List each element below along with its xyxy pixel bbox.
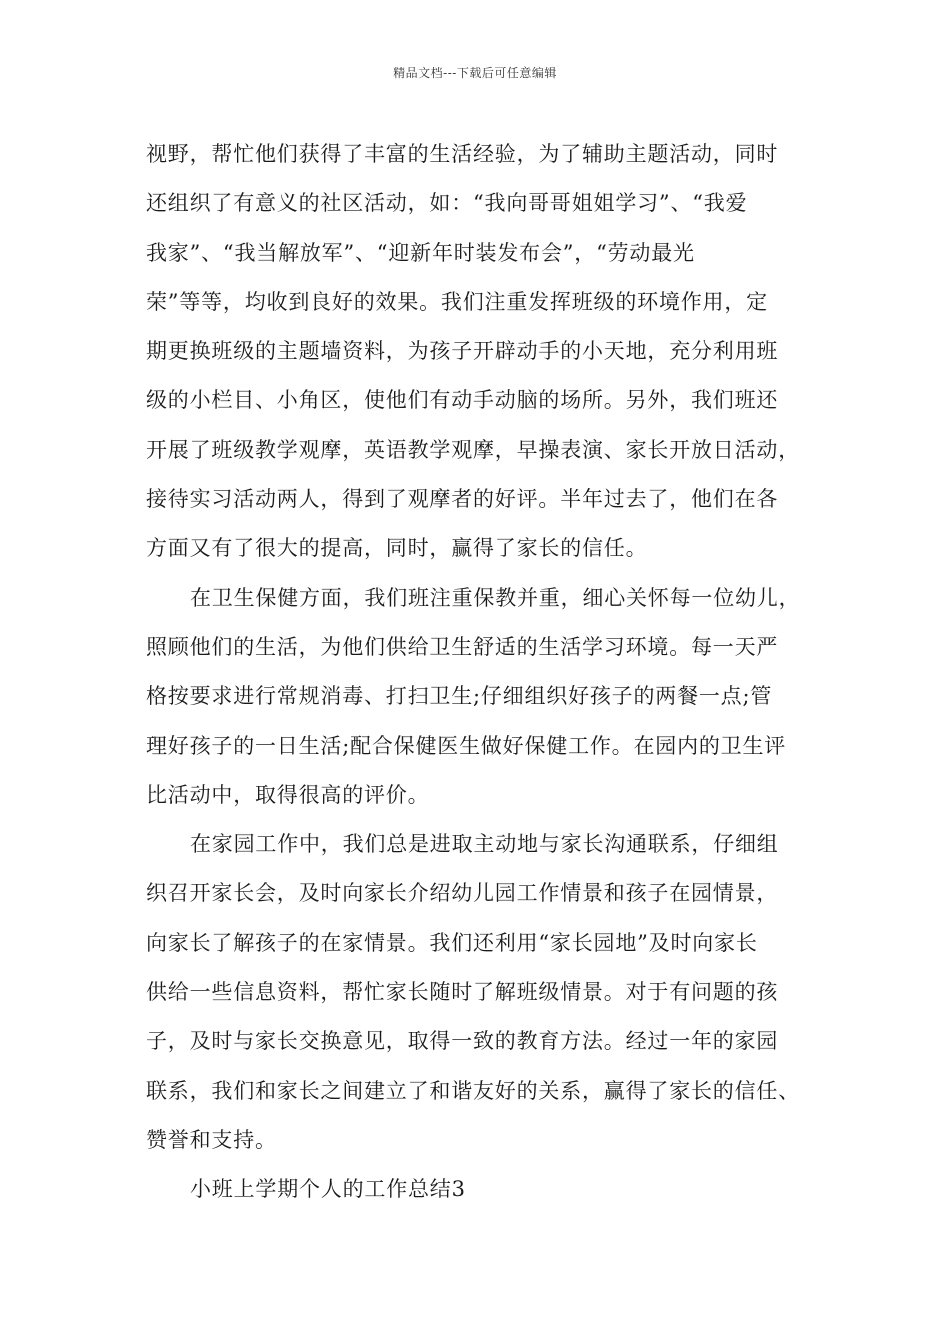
section-heading [146,1165,826,1214]
text-line: 理好孩子的一日生活;配合保健医生做好保健工作。在园内的卫生评 [146,733,787,758]
text-line: 开展了班级教学观摩，英语教学观摩，早操表演、家长开放日活动， [146,437,800,462]
text-line: 赞誉和支持。 [146,1127,277,1152]
text-line: 供给一些信息资料，帮忙家长随时了解班级情景。对于有问题的孩 [146,980,779,1005]
text-line: 照顾他们的生活，为他们供给卫生舒适的生活学习环境。每一天严 [146,634,779,659]
paragraph-home-school [146,820,826,1165]
text-line: 织召开家长会，及时向家长介绍幼儿园工作情景和孩子在园情景， [146,881,779,906]
text-line: 联系，我们和家长之间建立了和谐友好的关系，赢得了家长的信任、 [146,1078,800,1103]
page-header: 精品文档---下载后可任意编辑 [393,66,557,80]
text-line: 还组织了有意义的社区活动，如：“我向哥哥姐姐学习”、“我爱 [146,191,748,216]
text-line: 级的小栏目、小角区，使他们有动手动脑的场所。另外，我们班还 [146,388,779,413]
text-line: 格按要求进行常规消毒、打扫卫生;仔细组织好孩子的两餐一点;管 [146,684,773,709]
paragraph-health [146,574,826,820]
text-line: 比活动中，取得很高的评价。 [146,782,430,807]
text-line: 接待实习活动两人，得到了观摩者的好评。半年过去了，他们在各 [146,487,779,512]
text-line: 期更换班级的主题墙资料，为孩子开辟动手的小天地，充分利用班 [146,339,779,364]
text-line: 荣”等等，均收到良好的效果。我们注重发挥班级的环境作用，定 [146,289,768,314]
text-line: 向家长了解孩子的在家情景。我们还利用“家长园地”及时向家长 [146,930,758,955]
document-body [146,130,826,1215]
section-title: 小班上学期个人的工作总结3 [190,1177,466,1202]
text-line: 子，及时与家长交换意见，取得一致的教育方法。经过一年的家园 [146,1029,779,1054]
text-line: 我家”、“我当解放军”、“迎新年时装发布会”，“劳动最光 [146,240,695,265]
text-line: 方面又有了很大的提高，同时，赢得了家长的信任。 [146,536,648,561]
text-line: 在卫生保健方面，我们班注重保教并重，细心关怀每一位幼儿， [190,585,801,610]
text-line: 在家园工作中，我们总是进取主动地与家长沟通联系，仔细组 [190,832,779,857]
text-line: 视野，帮忙他们获得了丰富的生活经验，为了辅助主题活动，同时 [146,142,779,166]
paragraph-activities [146,130,826,574]
